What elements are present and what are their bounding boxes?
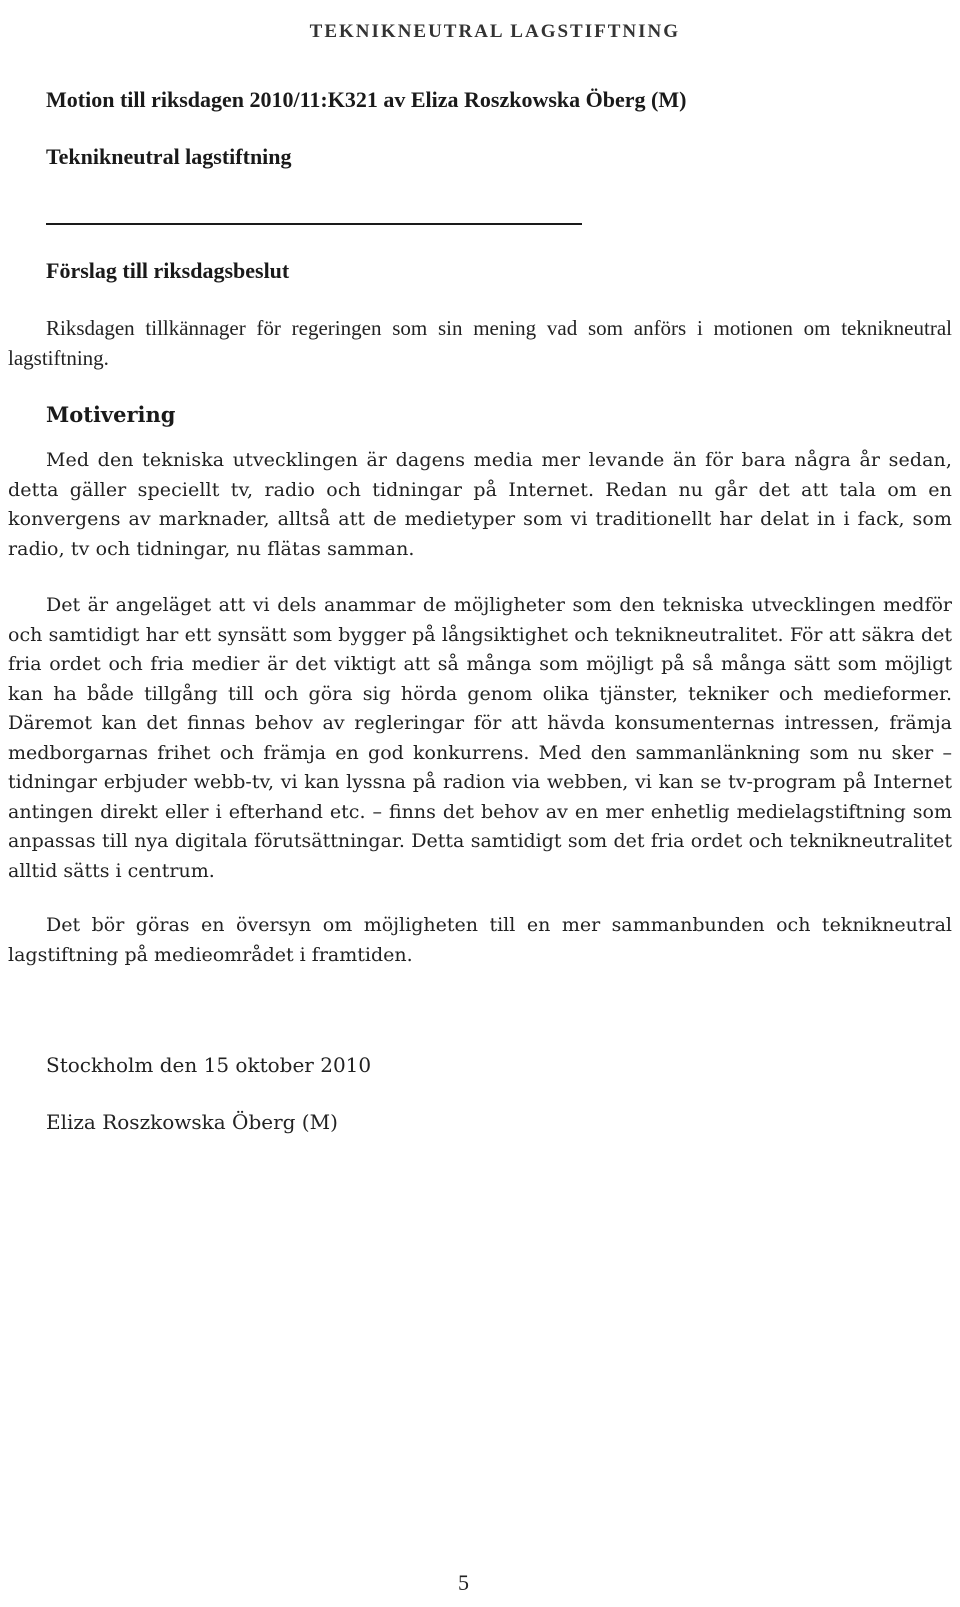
running-header: TEKNIKNEUTRAL LAGSTIFTNING bbox=[309, 21, 680, 42]
document-subtitle: Teknikneutral lagstiftning bbox=[46, 144, 292, 169]
motivering-paragraph-1: Med den tekniska utvecklingen är dagens media mer levande än för bara några år sedan, detta gäller speciellt tv, radio och tidningar på Internet. Redan nu går det att tala om en konvergens av marknader, alltså att de medietyper som vi traditionellt har delat in i fack, som radio, tv och tidningar, nu flätas samman. bbox=[8, 449, 952, 560]
section-heading-motivering: Motivering bbox=[46, 402, 176, 427]
signature-place-date: Stockholm den 15 oktober 2010 bbox=[46, 1053, 372, 1077]
signature-name: Eliza Roszkowska Öberg (M) bbox=[46, 1110, 338, 1134]
page-number: 5 bbox=[458, 1570, 469, 1595]
motivering-paragraph-2: Det är angeläget att vi dels anammar de möjligheter som den tekniska utvecklingen medför och samtidigt har ett synsätt som bygger på långsiktighet och teknikneutralitet. För att säkra det fria ordet och fria medier är det viktigt att så många som möjligt på så många sätt som möjligt kan ha både tillgång till och göra sig hörda genom olika tjänster, tekniker och medieformer. Däremot kan det finnas behov av regleringar för att hävda konsumenternas intressen, främja medborgarnas frihet och främja en god konkurrens. Med den sammanlänkning som nu sker – tidningar erbjuder webb-tv, vi kan lyssna på radion via webben, vi kan se tv-program på Internet antingen direkt eller i efterhand etc. – finns det behov av en mer enhetlig medielagstiftning som anpassas till nya digitala förutsättningar. Detta samtidigt som det fria ordet och teknikneutralitet alltid sätts i centrum. bbox=[8, 594, 952, 882]
forslag-paragraph: Riksdagen tillkännager för regeringen som sin mening vad som anförs i motionen om teknikneutral lagstiftning. bbox=[8, 316, 952, 370]
document-title: Motion till riksdagen 2010/11:K321 av Eliza Roszkowska Öberg (M) bbox=[46, 87, 687, 112]
section-heading-forslag: Förslag till riksdagsbeslut bbox=[46, 258, 290, 283]
motivering-paragraph-3: Det bör göras en översyn om möjligheten till en mer sammanbunden och teknikneutral lagstiftning på medieområdet i framtiden. bbox=[8, 914, 952, 966]
title-divider bbox=[46, 223, 582, 225]
